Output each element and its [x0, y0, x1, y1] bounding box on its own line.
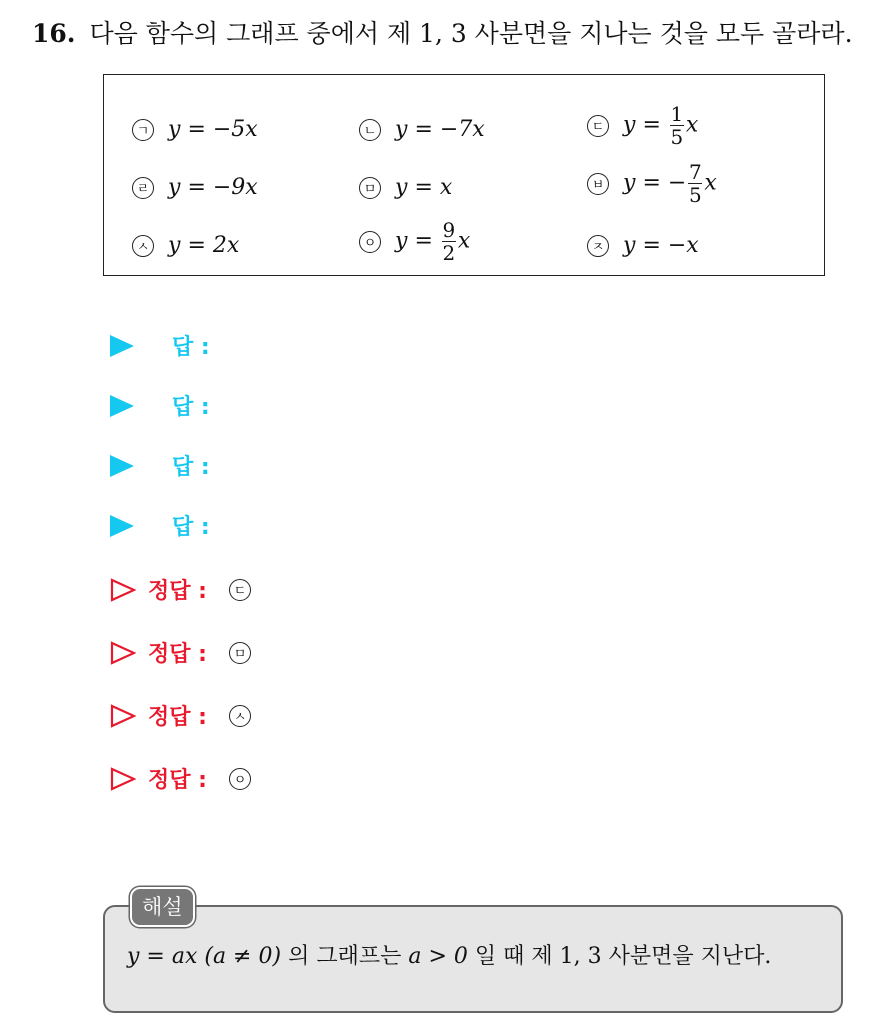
- play-arrow-icon: [110, 335, 134, 357]
- choices-box: [103, 74, 825, 276]
- answer-key-3: [110, 700, 265, 731]
- choice-marker: ㅁ: [359, 177, 381, 199]
- solution-text: y = ax (a ≠ 0) 의 그래프는 a > 0 일 때 제 1, 3 사분면을 지난다.: [127, 944, 772, 969]
- answer-key-marker: ㄷ: [229, 579, 251, 601]
- fraction: $\frac{7}{5}$: [688, 160, 702, 207]
- answer-key-4: [110, 763, 265, 794]
- fraction: $\frac{1}{5}$: [670, 102, 684, 149]
- triangle-outline-icon: [110, 578, 136, 602]
- answer-key-marker: ㅁ: [229, 642, 251, 664]
- answer-slot-2[interactable]: [110, 390, 210, 421]
- choice-1: ㄱ y = −5x: [132, 117, 258, 142]
- question-number: 16.: [32, 19, 76, 48]
- answer-slot-4[interactable]: [110, 510, 210, 541]
- choice-marker: ㅂ: [587, 173, 609, 195]
- solution-box: [103, 905, 843, 1013]
- answer-key-marker: ㅅ: [229, 705, 251, 727]
- choice-6: ㅂ y = − $\frac{7}{5}$ x: [587, 161, 717, 206]
- choice-marker: ㄱ: [132, 119, 154, 141]
- choice-8: ㅇ y = $\frac{9}{2}$ x: [359, 219, 470, 264]
- choice-marker: ㄴ: [359, 119, 381, 141]
- triangle-outline-icon: [110, 704, 136, 728]
- answer-label: 답 :: [172, 515, 210, 540]
- choice-marker: ㅈ: [587, 235, 609, 257]
- answer-key-2: [110, 637, 265, 668]
- solution-tag: 해설: [130, 887, 195, 927]
- choice-marker: ㅇ: [359, 231, 381, 253]
- answer-key-label: 정답 :: [148, 768, 207, 793]
- choice-marker: ㅅ: [132, 235, 154, 257]
- triangle-outline-icon: [110, 641, 136, 665]
- choice-marker: ㄷ: [587, 115, 609, 137]
- answer-key-label: 정답 :: [148, 705, 207, 730]
- answer-slot-3[interactable]: [110, 450, 210, 481]
- answer-label: 답 :: [172, 455, 210, 480]
- choice-marker: ㄹ: [132, 177, 154, 199]
- play-arrow-icon: [110, 455, 134, 477]
- answer-key-label: 정답 :: [148, 579, 207, 604]
- answer-key-1: [110, 574, 265, 605]
- solution-formula: y = ax (a ≠ 0): [127, 944, 282, 969]
- fraction: $\frac{9}{2}$: [442, 218, 456, 265]
- triangle-outline-icon: [110, 767, 136, 791]
- choice-9: ㅈ y = −x: [587, 233, 699, 258]
- answer-key-label: 정답 :: [148, 642, 207, 667]
- question: [32, 14, 853, 50]
- solution-condition: a > 0: [408, 944, 468, 969]
- answer-key-marker: ㅇ: [229, 768, 251, 790]
- play-arrow-icon: [110, 395, 134, 417]
- question-text: 다음 함수의 그래프 중에서 제 1, 3 사분면을 지나는 것을 모두 골라라.: [89, 19, 853, 48]
- play-arrow-icon: [110, 515, 134, 537]
- choice-4: ㄹ y = −9x: [132, 175, 258, 200]
- choice-3: ㄷ y = $\frac{1}{5}$ x: [587, 103, 698, 148]
- choice-7: ㅅ y = 2x: [132, 233, 239, 258]
- choice-2: ㄴ y = −7x: [359, 117, 485, 142]
- answer-slot-1[interactable]: [110, 330, 210, 361]
- answer-label: 답 :: [172, 395, 210, 420]
- choice-5: ㅁ y = x: [359, 175, 452, 200]
- answer-label: 답 :: [172, 335, 210, 360]
